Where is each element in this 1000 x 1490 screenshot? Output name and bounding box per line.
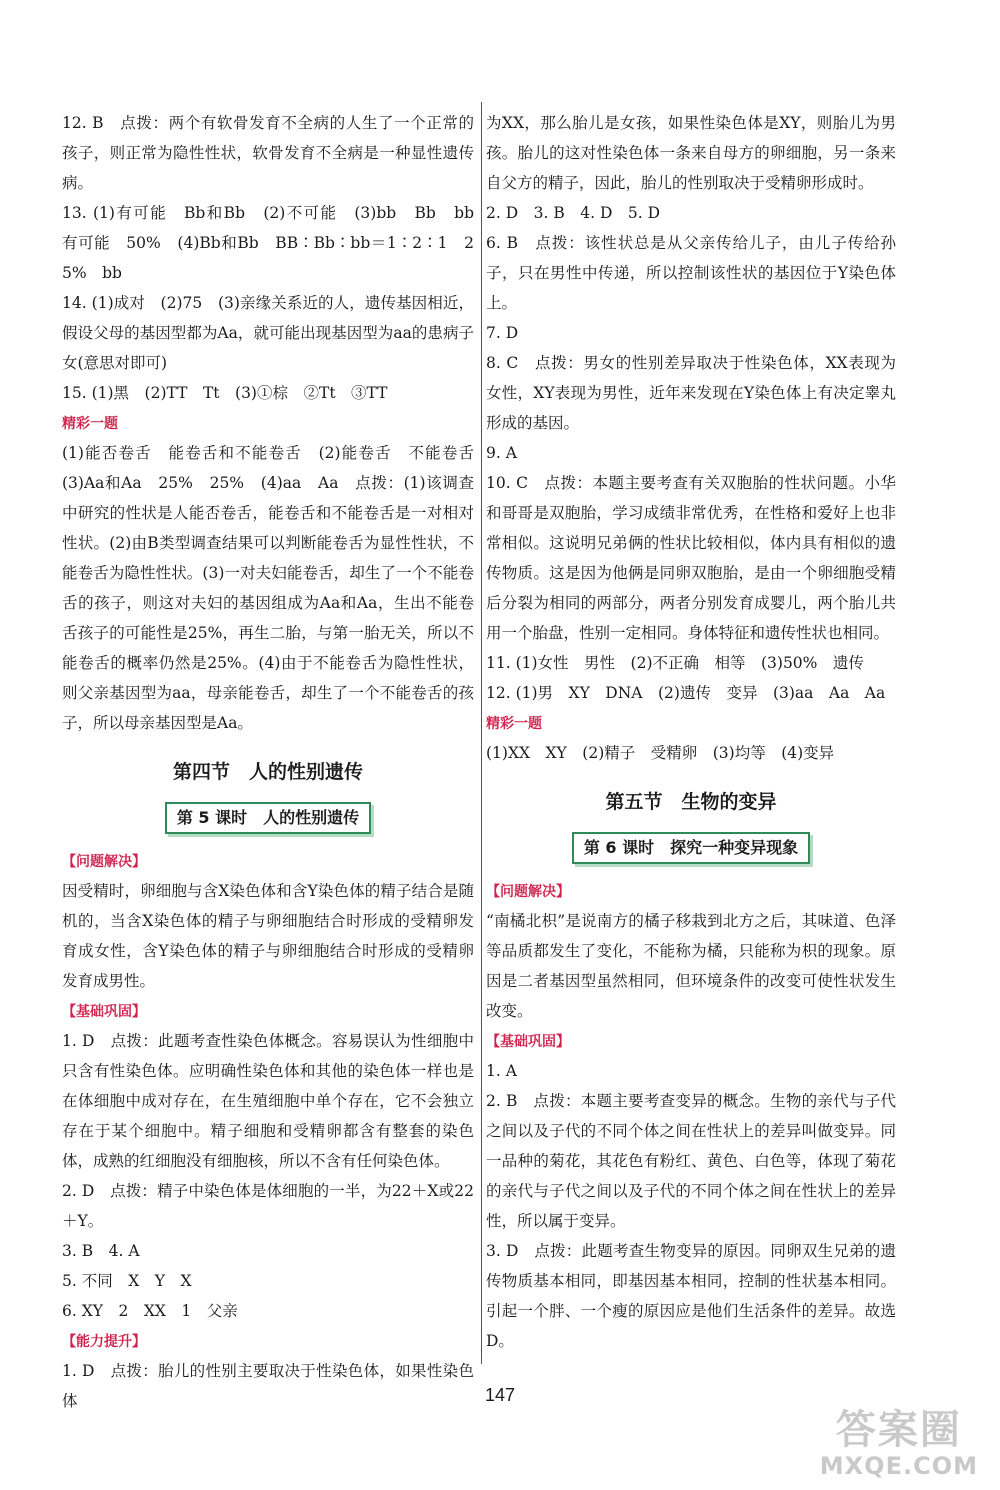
basic-answer-5: 5. 不同 X Y X [62, 1272, 192, 1290]
basic-answer-3-b: 3. D 点拨：此题考查生物变异的原因。同卵双生兄弟的遗传物质基本相同，即基因基本相同，控制的性状基本相同。引起一个胖、一个瘦的原因应是他们生活条件的差异。故选D。 [486, 1242, 896, 1350]
basic-answer-6: 6. XY 2 XX 1 父亲 [62, 1302, 238, 1320]
ability-answer-12: 12. (1)男 XY DNA (2)遗传 变异 (3)aa Aa Aa [486, 684, 886, 702]
section-4-title: 第四节 人的性别遗传 [172, 761, 363, 783]
basic-answer-1-b: 1. A [486, 1062, 517, 1080]
answer-12: 12. B 点拨：两个有软骨发育不全病的人生了一个正常的孩子，则正常为隐性性状，软骨发育不全病是一种显性遗传病。 [62, 114, 474, 192]
ability-answer-11: 11. (1)女性 男性 (2)不正确 相等 (3)50% 遗传 [486, 654, 864, 672]
answer-14: 14. (1)成对 (2)75 (3)亲缘关系近的人，遗传基因相近，假设父母的基因型都为Aa，就可能出现基因型为aa的患病子女(意思对即可) [62, 294, 474, 372]
lesson-6-box: 第 6 课时 探究一种变异现象 [572, 832, 810, 864]
jingcai-label-2: 精彩一题 [486, 716, 542, 732]
column-divider [481, 102, 482, 1364]
problem-solving-text: 因受精时，卵细胞与含X染色体和含Y染色体的精子结合是随机的，当含X染色体的精子与卵细胞结合时形成的受精卵发育成女性，含Y染色体的精子与卵细胞结合时形成的受精卵发育成男性。 [62, 882, 474, 990]
right-column [486, 108, 896, 1356]
problem-solving-label-2: 【问题解决】 [486, 884, 570, 900]
ability-answer-9: 9. A [486, 444, 517, 462]
watermark-line-2: MXQE.COM [819, 1452, 978, 1480]
basic-answer-2-b: 2. B 点拨：本题主要考查变异的概念。生物的亲代与子代之间以及子代的不同个体之间在性状上的差异叫做变异。同一品种的菊花，其花色有粉红、黄色、白色等，体现了菊花的亲代与子代之间以及子代的不同个体之间在性状上的差异性，所以属于变异。 [486, 1092, 896, 1230]
basic-consolidation-label-2: 【基础巩固】 [486, 1034, 570, 1050]
page-number: 147 [484, 1385, 516, 1405]
basic-answer-1: 1. D 点拨：此题考查性染色体概念。容易误认为性细胞中只含有性染色体。应明确性染色体和其他的染色体一样也是在体细胞中成对存在，在生殖细胞中单个存在，它不会独立存在于某个细胞中。精子细胞和受精卵都含有整套的染色体，成熟的红细胞没有细胞核，所以不含有任何染色体。 [62, 1032, 474, 1170]
answer-15: 15. (1)黑 (2)TT Tt (3)①棕 ②Tt ③TT [62, 384, 388, 402]
jingcai-label: 精彩一题 [62, 416, 118, 432]
ability-label: 【能力提升】 [62, 1334, 146, 1350]
basic-consolidation-label: 【基础巩固】 [62, 1004, 146, 1020]
basic-answer-3-4: 3. B 4. A [62, 1242, 140, 1260]
problem-solving-text-2: “南橘北枳”是说南方的橘子移栽到北方之后，其味道、色泽等品质都发生了变化，不能称为橘，只能称为枳的现象。原因是二者基因型虽然相同，但环境条件的改变可使性状发生改变。 [486, 912, 896, 1020]
left-column [62, 108, 490, 1416]
jingcai-answer-2: (1)XX XY (2)精子 受精卵 (3)均等 (4)变异 [486, 744, 835, 762]
section-5-title: 第五节 生物的变异 [605, 791, 777, 813]
problem-solving-label: 【问题解决】 [62, 854, 146, 870]
watermark-line-1: 答案圈 [835, 1407, 962, 1453]
ability-answer-8: 8. C 点拨：男女的性别差异取决于性染色体，XX表现为女性，XY表现为男性，近年来发现在Y染色体上有决定睾丸形成的基因。 [486, 354, 896, 432]
lesson-5-box: 第 5 课时 人的性别遗传 [165, 802, 371, 834]
basic-answer-2: 2. D 点拨：精子中染色体是体细胞的一半，为22＋X或22＋Y。 [62, 1182, 474, 1230]
ability-answer-2-5: 2. D 3. B 4. D 5. D [486, 204, 661, 222]
ability-answer-10: 10. C 点拨：本题主要考查有关双胞胎的性状问题。小华和哥哥是双胞胎，学习成绩非常优秀，在性格和爱好上也非常相似。这说明兄弟俩的性状比较相似，体内具有相似的遗传物质。这是因为他俩是同卵双胞胎，是由一个卵细胞受精后分裂为相同的两部分，两者分别发育成婴儿，两个胎儿共用一个胎盘，性别一定相同。身体特征和遗传性状也相同。 [486, 474, 896, 642]
ability-answer-7: 7. D [486, 324, 519, 342]
answer-13: 13. (1)有可能 Bb和Bb (2)不可能 (3)bb Bb bb 有可能 50% (4)Bb和Bb BB∶Bb∶bb＝1∶2∶1 25% bb [62, 204, 490, 282]
ability-answer-6: 6. B 点拨：该性状总是从父亲传给儿子，由儿子传给孙子，只在男性中传递，所以控制该性状的基因位于Y染色体上。 [486, 234, 896, 312]
ability-answer-1-cont: 为XX，那么胎儿是女孩，如果性染色体是XY，则胎儿为男孩。胎儿的这对性染色体一条来自母方的卵细胞，另一条来自父方的精子，因此，胎儿的性别取决于受精卵形成时。 [486, 114, 896, 192]
jingcai-answer: (1)能否卷舌 能卷舌和不能卷舌 (2)能卷舌 不能卷舌 (3)Aa和Aa 25% 25% (4)aa Aa 点拨：(1)该调查中研究的性状是人能否卷舌，能卷舌和不能卷舌是一对相对性状。(2)由B类型调查结果可以判断能卷舌为显性性状，不能卷舌为隐性性状。(3)一对夫妇能卷舌，却生了一个不能卷舌的孩子，则这对夫妇的基因组成为Aa和Aa，生出不能卷舌孩子的可能性是25%，再生二胎，与第一胎无关，所以不能卷舌的概率仍然是25%。(4)由于不能卷舌为隐性性状，则父亲基因型为aa，母亲能卷舌，却生了一个不能卷舌的孩子，所以母亲基因型是Aa。 [62, 444, 490, 732]
ability-answer-1: 1. D 点拨：胎儿的性别主要取决于性染色体，如果性染色体 [62, 1362, 474, 1410]
watermark-logo [820, 1408, 978, 1480]
